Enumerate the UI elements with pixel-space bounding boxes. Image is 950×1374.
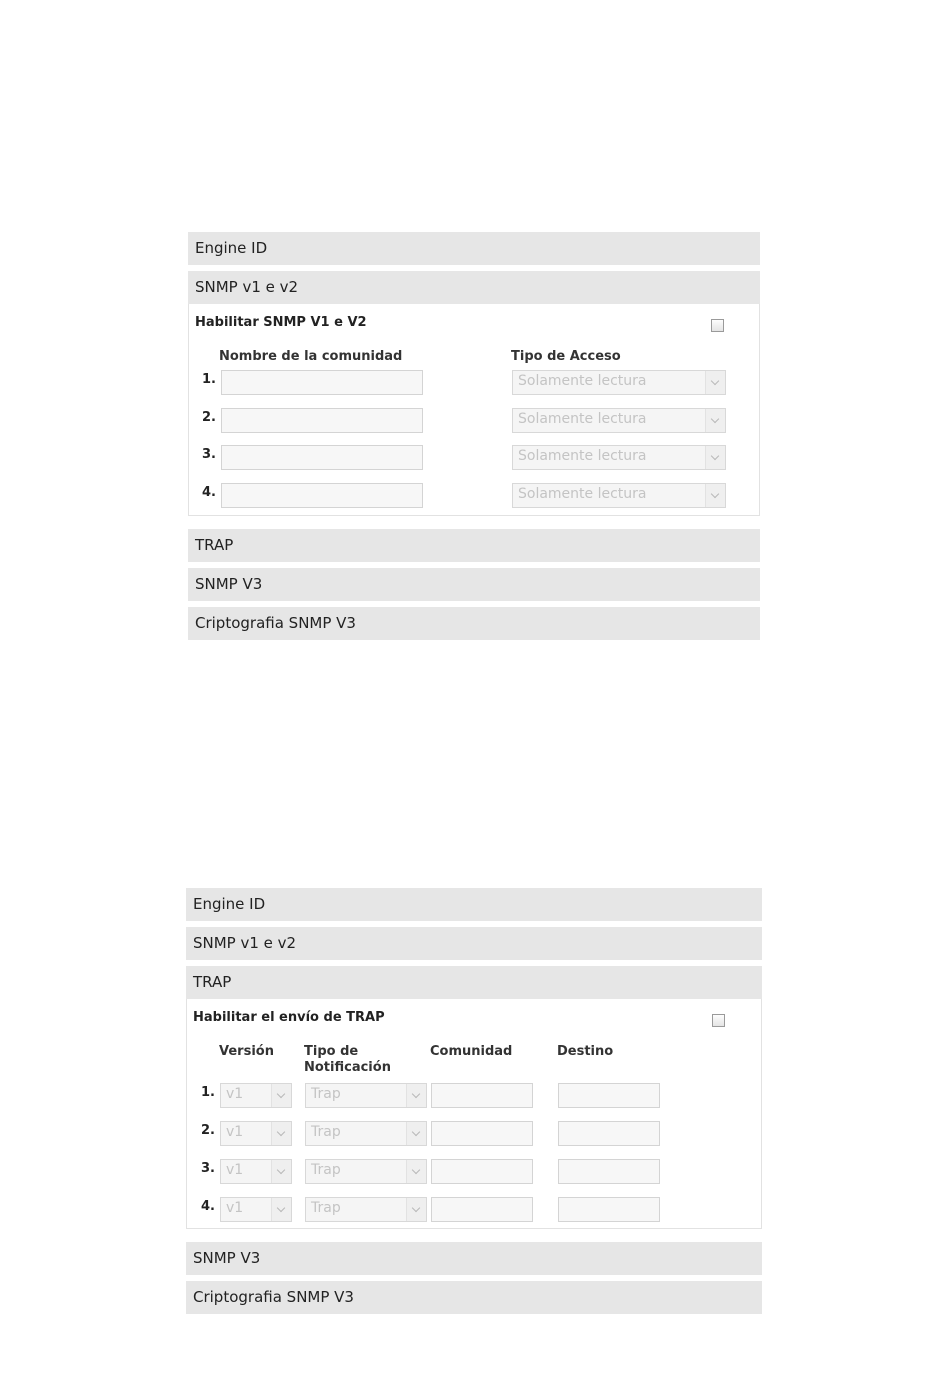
community-input[interactable] — [431, 1083, 533, 1108]
notification-type-select[interactable] — [305, 1083, 427, 1108]
destination-input[interactable] — [558, 1159, 660, 1184]
community-name-column-header: Nombre de la comunidad — [219, 349, 403, 364]
row-number: 3. — [202, 447, 216, 462]
section-snmp-v1-v2[interactable]: SNMP v1 e v2 — [186, 927, 762, 960]
enable-trap-label: Habilitar el envío de TRAP — [193, 1010, 385, 1025]
chevron-down-icon — [271, 1198, 291, 1221]
section-trap[interactable]: TRAP — [188, 529, 760, 562]
section-crypto-snmp-v3[interactable]: Criptografia SNMP V3 — [188, 607, 760, 640]
row-number: 2. — [201, 1123, 215, 1138]
community-column-header: Comunidad — [430, 1044, 513, 1059]
access-type-value: Solamente lectura — [518, 448, 647, 464]
notification-type-select[interactable] — [305, 1121, 427, 1146]
chevron-down-icon — [406, 1084, 426, 1107]
enable-trap-checkbox[interactable] — [712, 1014, 725, 1027]
section-snmp-v3[interactable]: SNMP V3 — [188, 568, 760, 601]
notification-type-select[interactable] — [305, 1197, 427, 1222]
community-input[interactable] — [431, 1197, 533, 1222]
row-number: 3. — [201, 1161, 215, 1176]
destination-column-header: Destino — [557, 1044, 614, 1059]
access-type-select[interactable] — [512, 445, 726, 470]
access-type-select[interactable] — [512, 408, 726, 433]
access-type-value: Solamente lectura — [518, 411, 647, 427]
row-number: 1. — [201, 1085, 215, 1100]
access-type-value: Solamente lectura — [518, 373, 647, 389]
version-value: v1 — [226, 1162, 244, 1178]
row-number: 4. — [201, 1199, 215, 1214]
enable-snmp-v1-v2-checkbox[interactable] — [711, 319, 724, 332]
version-select[interactable] — [220, 1121, 292, 1146]
notification-type-value: Trap — [311, 1086, 341, 1102]
section-engine-id[interactable]: Engine ID — [188, 232, 760, 265]
notification-type-select[interactable] — [305, 1159, 427, 1184]
notification-type-header-line2: Notificación — [304, 1060, 391, 1075]
community-name-input[interactable] — [221, 483, 423, 508]
destination-input[interactable] — [558, 1121, 660, 1146]
version-select[interactable] — [220, 1197, 292, 1222]
chevron-down-icon — [406, 1122, 426, 1145]
trap-body — [186, 999, 762, 1229]
notification-type-header-line1: Tipo de — [304, 1044, 359, 1059]
enable-snmp-v1-v2-label: Habilitar SNMP V1 e V2 — [195, 315, 367, 330]
chevron-down-icon — [406, 1160, 426, 1183]
snmp-panel-trap-expanded — [186, 888, 762, 1320]
chevron-down-icon — [271, 1122, 291, 1145]
destination-input[interactable] — [558, 1197, 660, 1222]
access-type-select[interactable] — [512, 483, 726, 508]
version-value: v1 — [226, 1200, 244, 1216]
version-select[interactable] — [220, 1159, 292, 1184]
chevron-down-icon — [406, 1198, 426, 1221]
community-name-input[interactable] — [221, 408, 423, 433]
destination-input[interactable] — [558, 1083, 660, 1108]
row-number: 4. — [202, 485, 216, 500]
section-snmp-v1-v2[interactable]: SNMP v1 e v2 — [188, 271, 760, 304]
access-type-value: Solamente lectura — [518, 486, 647, 502]
chevron-down-icon — [271, 1160, 291, 1183]
chevron-down-icon — [705, 484, 725, 507]
notification-type-value: Trap — [311, 1162, 341, 1178]
snmp-panel-v1v2-expanded — [188, 232, 760, 646]
section-trap[interactable]: TRAP — [186, 966, 762, 999]
notification-type-column-header — [304, 1044, 391, 1076]
section-crypto-snmp-v3[interactable]: Criptografia SNMP V3 — [186, 1281, 762, 1314]
chevron-down-icon — [705, 446, 725, 469]
version-select[interactable] — [220, 1083, 292, 1108]
community-input[interactable] — [431, 1159, 533, 1184]
row-number: 1. — [202, 372, 216, 387]
access-type-column-header: Tipo de Acceso — [511, 349, 621, 364]
version-value: v1 — [226, 1124, 244, 1140]
chevron-down-icon — [705, 409, 725, 432]
version-value: v1 — [226, 1086, 244, 1102]
section-engine-id[interactable]: Engine ID — [186, 888, 762, 921]
access-type-select[interactable] — [512, 370, 726, 395]
version-column-header: Versión — [219, 1044, 274, 1059]
community-input[interactable] — [431, 1121, 533, 1146]
community-name-input[interactable] — [221, 445, 423, 470]
chevron-down-icon — [271, 1084, 291, 1107]
notification-type-value: Trap — [311, 1124, 341, 1140]
community-name-input[interactable] — [221, 370, 423, 395]
section-snmp-v3[interactable]: SNMP V3 — [186, 1242, 762, 1275]
chevron-down-icon — [705, 371, 725, 394]
notification-type-value: Trap — [311, 1200, 341, 1216]
snmp-v1-v2-body — [188, 304, 760, 516]
row-number: 2. — [202, 410, 216, 425]
